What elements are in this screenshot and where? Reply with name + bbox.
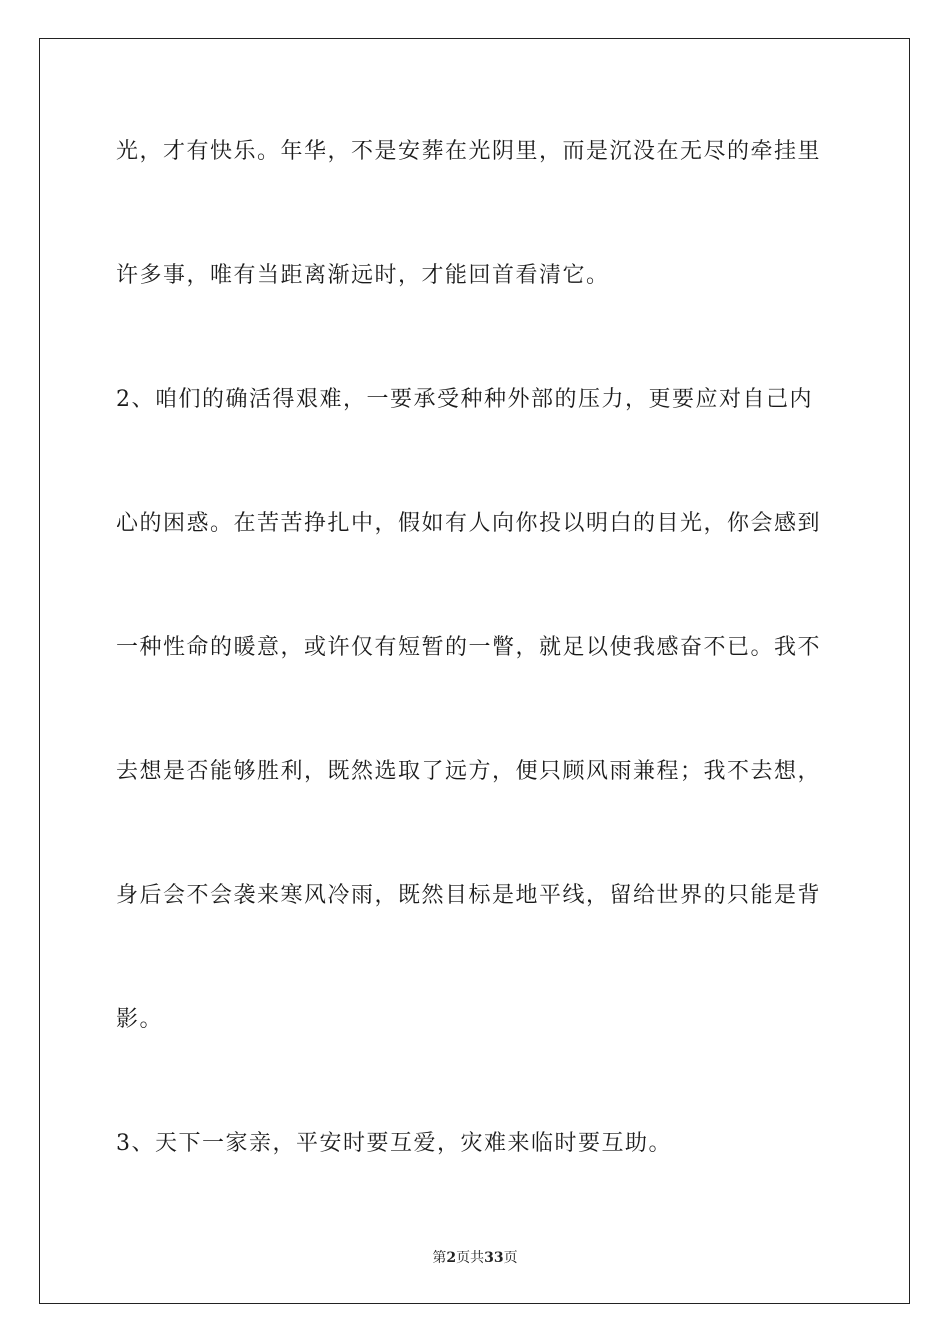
page-number-prefix: 第 [432,1250,447,1266]
body-text-line: 光，才有快乐。年华，不是安葬在光阴里，而是沉没在无尽的牵挂里 [116,139,822,164]
page-footer [0,1249,950,1267]
total-pages-prefix: 共 [470,1250,485,1266]
total-pages-suffix: 页 [503,1250,518,1266]
body-text-line: 2、咱们的确活得艰难，一要承受种种外部的压力，更要应对自己内 [116,387,813,412]
page-number-suffix: 页 [456,1250,471,1266]
body-text-line: 心的困惑。在苦苦挣扎中，假如有人向你投以明白的目光，你会感到 [116,511,822,536]
page-number: 2 [446,1250,457,1266]
body-text-line: 身后会不会袭来寒风冷雨，既然目标是地平线，留给世界的只能是背 [116,883,822,908]
body-text-line: 影。 [116,1007,164,1032]
body-text-line: 去想是否能够胜利，既然选取了远方，便只顾风雨兼程；我不去想， [116,759,822,784]
body-text-line: 许多事，唯有当距离渐远时，才能回首看清它。 [116,263,610,288]
body-text-line: 一种性命的暖意，或许仅有短暂的一瞥，就足以使我感奋不已。我不 [116,635,822,660]
page-border [39,38,910,1304]
total-pages: 33 [484,1250,504,1266]
body-text-line: 3、天下一家亲，平安时要互爱，灾难来临时要互助。 [116,1131,672,1156]
